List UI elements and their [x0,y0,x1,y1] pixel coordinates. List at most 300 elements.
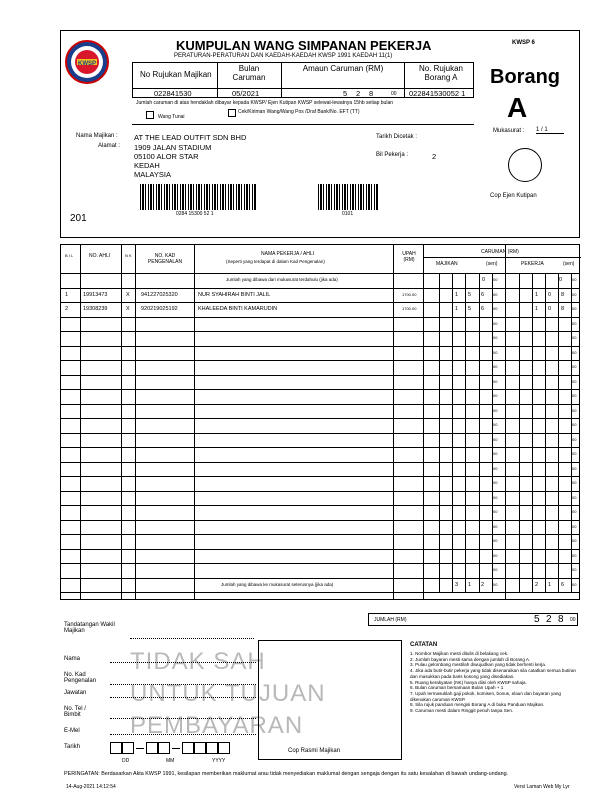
row-pekerja-sen: 00 [572,451,577,456]
form-code: KWSP 6 [512,40,535,46]
digit-divider [545,520,546,535]
row-pekerja-sen: 00 [572,494,577,500]
total-majikan-sen: 00 [493,581,498,587]
contribution-table [60,244,580,600]
row-majikan-sen: 00 [493,378,498,384]
table-row-line [61,433,579,434]
row-nama: NUR SYAHIRAH BINTI JALIL [198,291,271,298]
digit-divider [479,375,480,390]
digit-divider [439,549,440,564]
digit-divider [545,549,546,564]
payment-notice: Jumlah caruman di atas hendaklah dibayar kepada KWSP/ Ejen Kutipan KWSP selewat-lewatnya 15hb setiap bulan [136,100,394,106]
digit-divider [532,476,533,491]
digit-divider [439,346,440,361]
note-item: 3. Pulau gelombang mestilah diwujudkan yang tidak berhenti kerja. [410,662,547,668]
row-pekerja-digit: 1 [535,291,539,298]
row-majikan-sen: 00 [493,552,498,558]
note-item: 4. Jika ada butir-butir pekerja yang tidak disenaraikan sila catatkan semua butiran dan masukkan pada baris kosong yang disediakan. [410,668,576,679]
digit-divider [465,447,466,462]
table-row-line [61,462,579,463]
official-stamp-label: Cop Rasmi Majikan [288,748,341,754]
digit-divider [545,273,546,288]
kwsp-logo [65,40,109,84]
digit-divider [452,447,453,462]
date-separator [136,748,144,749]
ref-no-majikan-header: No Rujukan Majikan [140,70,212,79]
digit-divider [479,578,480,593]
digit-divider [452,505,453,520]
digit-divider [439,433,440,448]
digit-divider [558,491,559,506]
date-digit-box[interactable] [194,742,206,754]
table-row-line [61,578,579,579]
digit-divider [532,360,533,375]
digit-divider [545,288,546,303]
digit-divider [532,447,533,462]
barcode [140,184,256,210]
col-caruman: CARUMAN (RM) [481,249,519,255]
digit-divider [479,549,480,564]
digit-divider [545,447,546,462]
digit-divider [558,534,559,549]
row-pekerja-sen: 00 [572,335,577,340]
note-item: 2. Jumlah bayaran mesti sama dengan jumlah di Borang A. [410,656,531,662]
row-pekerja-sen: 00 [572,378,577,384]
total-pekerja-sen: 00 [572,581,577,587]
digit-divider [439,331,440,346]
note-item: 1. Nombor Majikan mesti ditulis di belakang cek. [410,651,509,656]
table-row-line [61,447,579,448]
digit-divider [465,346,466,361]
row-majikan-sen: 00 [493,436,498,442]
ref-no-borang-header: No. Rujukan Borang A [418,64,464,82]
date-digit-box[interactable] [182,742,194,754]
digit-divider [532,317,533,332]
digit-divider [452,534,453,549]
col-bil: B I L [65,253,74,258]
digit-divider [439,302,440,317]
row-majikan-sen: 00 [493,320,498,326]
total-pekerja-digit: 6 [561,581,565,588]
digit-divider [519,404,520,419]
digit-divider [545,331,546,346]
watermark-line: UNTUK TUJUAN [130,680,326,707]
digit-divider [439,520,440,535]
col-upah: UPAH (RM) [402,251,416,263]
date-mm-label: MM [166,758,175,764]
digit-divider [519,273,520,288]
digit-divider [465,563,466,578]
digit-divider [439,360,440,375]
table-row-line [61,592,579,593]
digit-divider [465,360,466,375]
digit-divider [479,288,480,303]
digit-divider [452,331,453,346]
digit-divider [439,375,440,390]
digit-divider [558,346,559,361]
ref-bulan-header: Bulan Caruman [232,64,266,82]
digit-divider [519,375,520,390]
ref-amaun-sen: 00 [391,91,397,97]
cheque-label: Cek/Kiriman Wang/Wang Pos /Draf Bank/No. EFT (TT) [238,109,360,115]
ref-amaun-digit: 2 [356,89,361,98]
digit-divider [532,418,533,433]
employer-address-label: Alamat : [98,143,121,149]
digit-divider [519,331,520,346]
digit-divider [545,578,546,593]
digit-divider [452,433,453,448]
table-row-line [61,331,579,332]
digit-divider [479,346,480,361]
digit-divider [532,331,533,346]
row-pekerja-sen: 00 [572,523,577,529]
digit-divider [558,302,559,317]
digit-divider [452,360,453,375]
digit-divider [452,563,453,578]
col-no-kad: NO. KAD PENGENALAN [147,253,183,265]
carried-pekerja-sen: 00 [572,277,577,282]
digit-divider [479,360,480,375]
digit-divider [532,288,533,303]
digit-divider [465,476,466,491]
digit-divider [452,549,453,564]
digit-divider [439,491,440,506]
digit-divider [545,404,546,419]
total-majikan-digit: 1 [468,581,472,588]
row-nama: KHALEEDA BINTI KAMARUDIN [198,306,278,312]
row-ic: 920219025192 [141,306,178,312]
digit-divider [519,317,520,332]
digit-divider [519,288,520,303]
barcode [318,184,378,210]
date-dd-label: DD [122,758,130,764]
digit-divider [545,389,546,404]
signature-label: Tandatangan Wakil Majikan [64,622,115,634]
digit-divider [479,389,480,404]
digit-divider [452,273,453,288]
cash-checkbox[interactable] [146,111,154,119]
digit-divider [465,433,466,448]
col-pekerja: PEKERJA [521,261,544,267]
notes-list [410,651,580,714]
digit-divider [532,549,533,564]
row-upah: 1700.00 [402,306,417,311]
watermark-line: PEMBAYARAN [130,712,304,739]
digit-divider [532,462,533,477]
ref-amaun-digit: 5 [343,89,348,98]
row-majikan-sen: 00 [493,451,498,456]
date-digit-box[interactable] [158,742,170,754]
page-value: 1 / 1 [536,127,564,134]
table-row-line [61,520,579,521]
row-majikan-sen: 00 [493,393,498,398]
watermark-line: TIDAK SAH [130,648,266,675]
digit-divider [465,317,466,332]
digit-divider [465,462,466,477]
row-majikan-sen: 00 [493,364,498,369]
table-row-line [61,418,579,419]
total-majikan-digit: 2 [481,581,485,588]
row-pekerja-digit: 1 [535,306,539,312]
page-label: Mukasurat : [493,128,525,134]
digit-divider [479,534,480,549]
digit-divider [439,317,440,332]
col-nk: N K [125,253,132,258]
row-pekerja-sen: 00 [572,436,577,442]
digit-divider [545,302,546,317]
digit-divider [558,462,559,477]
col-majikan: MAJIKAN [436,261,458,267]
field-label: Nama [64,656,81,662]
digit-divider [465,491,466,506]
row-majikan-sen: 00 [493,349,498,355]
row-majikan-digit: 5 [468,291,472,298]
ref-amaun-header: Amaun Caruman (RM) [302,64,384,73]
row-majikan-sen: 00 [493,480,498,485]
cheque-checkbox[interactable] [228,109,236,117]
digit-divider [545,375,546,390]
total-majikan-digit: 3 [455,581,459,588]
row-nk: X [126,306,130,312]
digit-divider [519,462,520,477]
digit-divider [465,375,466,390]
digit-divider [532,389,533,404]
digit-divider [545,505,546,520]
digit-divider [519,389,520,404]
row-pekerja-digit: 8 [561,291,565,298]
row-majikan-digit: 5 [468,306,472,312]
digit-divider [479,433,480,448]
digit-divider [519,505,520,520]
table-row-line [61,476,579,477]
digit-divider [558,404,559,419]
row-no-ahli: 19913473 [83,291,108,298]
digit-divider [439,418,440,433]
date-digit-box[interactable] [122,742,134,754]
digit-divider [532,302,533,317]
row-pekerja-sen: 00 [572,364,577,369]
digit-divider [439,288,440,303]
digit-divider [519,346,520,361]
digit-divider [532,346,533,361]
printed-timestamp: 14-Aug-2021 14:12:54 [66,784,116,790]
row-majikan-digit: 1 [455,291,459,298]
row-pekerja-digit: 8 [561,306,565,312]
digit-divider [452,346,453,361]
digit-divider [558,375,559,390]
digit-divider [545,534,546,549]
table-row-line [61,302,579,303]
digit-divider [532,505,533,520]
digit-divider [479,462,480,477]
digit-divider [452,476,453,491]
row-majikan-sen: 00 [493,335,498,340]
digit-divider [479,563,480,578]
employer-address-line: KEDAH [134,161,160,170]
digit-divider [545,433,546,448]
row-bil: 2 [65,306,69,312]
note-item: 5. Ruang kerakyatan (NK) hanya diisi oleh KWSP sahaja. [410,679,527,685]
barcode-text: 0284 15300 52 1 [176,211,214,217]
form-code-201: 201 [70,213,87,224]
digit-divider [532,404,533,419]
field-label: E-Mel [64,728,80,734]
print-date-label: Tarikh Dicetak : [376,134,418,140]
row-upah: 1700.00 [402,291,417,297]
digit-divider [519,578,520,593]
ref-bulan-value: 05/2021 [232,89,260,98]
digit-divider [519,520,520,535]
date-digit-box[interactable] [146,742,158,754]
col-pekerja-sen: (sen) [563,261,575,267]
digit-divider [452,404,453,419]
cash-label: Wang Tunai [158,114,185,120]
row-majikan-sen: 00 [493,494,498,500]
col-majikan-sen: (sen) [486,261,498,267]
field-label: Jawatan [64,690,87,696]
digit-divider [558,433,559,448]
digit-divider [452,418,453,433]
table-row-line [61,360,579,361]
table-row-line [61,317,579,318]
digit-divider [519,476,520,491]
row-pekerja-sen: 00 [572,393,577,398]
field-label: No. Kad Pengenalan [64,672,97,684]
digit-divider [452,462,453,477]
digit-divider [558,578,559,593]
digit-divider [545,317,546,332]
date-digit-box[interactable] [206,742,218,754]
digit-divider [558,288,559,303]
employer-address-line: MALAYSIA [134,170,171,179]
digit-divider [439,404,440,419]
digit-divider [532,534,533,549]
digit-divider [452,389,453,404]
digit-divider [439,462,440,477]
agent-stamp-label: Cop Ejen Kutipan [490,193,537,199]
digit-divider [532,578,533,593]
total-sen: 00 [570,617,576,623]
worker-count: 2 [432,152,437,161]
svg-text:KWSP: KWSP [78,61,96,67]
row-majikan-sen: 00 [493,538,498,543]
row-majikan-sen: 00 [493,509,498,514]
digit-divider [465,505,466,520]
row-pekerja-sen: 00 [572,407,577,413]
digit-divider [545,418,546,433]
notes-title: CATATAN [410,642,438,648]
ref-no-borang-value: 022841530052 1 [409,89,466,98]
digit-divider [439,447,440,462]
digit-divider [465,288,466,303]
digit-divider [545,491,546,506]
form-letter: A [507,92,528,123]
note-item: 8. Sila rujuk panduan mengisi Borang A di buku Panduan Majikan. [410,702,545,708]
digit-divider [479,404,480,419]
digit-divider [479,273,480,288]
digit-divider [439,563,440,578]
row-majikan-sen: 00 [493,306,498,311]
row-majikan-digit: 6 [481,291,485,298]
total-pekerja-digit: 2 [535,581,539,588]
digit-divider [545,563,546,578]
total-digit: 5 [534,614,540,625]
col-no-ahli: NO. AHLI [89,253,111,259]
total-digit: 2 [546,614,552,625]
digit-divider [519,563,520,578]
digit-divider [439,578,440,593]
employer-address-line: 1909 JALAN STADIUM [134,143,212,152]
digit-divider [545,476,546,491]
date-field[interactable] [110,742,260,754]
digit-divider [558,317,559,332]
digit-divider [532,273,533,288]
date-digit-box[interactable] [110,742,122,754]
digit-divider [439,476,440,491]
carried-pekerja: 0 [559,277,563,283]
row-majikan-sen: 00 [493,465,498,471]
carried-forward-label: Jumlah yang dibawa dari mukasurat terdahulu (jika ada) [226,277,338,282]
digit-divider [558,360,559,375]
digit-divider [519,491,520,506]
row-pekerja-sen: 00 [572,349,577,355]
digit-divider [452,375,453,390]
digit-divider [465,520,466,535]
col-nama: NAMA PEKERJA / AHLI [261,251,315,257]
row-ic: 941227025320 [141,291,178,298]
page-subtitle: PERATURAN-PERATURAN DAN KAEDAH-KAEDAH KWSP 1991 KAEDAH 11(1) [174,53,393,59]
digit-divider [558,505,559,520]
row-majikan-sen: 00 [493,291,498,297]
row-bil: 1 [65,291,69,298]
row-majikan-digit: 1 [455,306,459,312]
carried-majikan: 0 [482,277,486,283]
digit-divider [465,534,466,549]
source-label: Versi Laman Web My Lyr [514,784,570,790]
employer-name-label: Nama Majikan : [76,133,118,139]
digit-divider [479,491,480,506]
digit-divider [519,534,520,549]
digit-divider [479,317,480,332]
row-pekerja-sen: 00 [572,480,577,485]
note-item: 6. Bulan caruman bersamaan Bulan Upah + 1 [410,685,504,691]
digit-divider [532,433,533,448]
note-item: 9. Caruman mesti dalam Ringgit penuh tanpa Sen. [410,708,514,714]
ref-amaun-digit: 8 [369,89,374,98]
digit-divider [439,505,440,520]
worker-count-label: Bil Pekerja : [376,152,409,158]
digit-divider [519,360,520,375]
date-yyyy-label: YYYY [212,758,226,764]
row-pekerja-sen: 00 [572,509,577,514]
digit-divider [439,273,440,288]
digit-divider [452,288,453,303]
row-pekerja-sen: 00 [572,538,577,543]
digit-divider [479,505,480,520]
table-row-line [61,505,579,506]
digit-divider [439,534,440,549]
date-digit-box[interactable] [218,742,230,754]
digit-divider [558,476,559,491]
table-row-line [61,491,579,492]
digit-divider [452,302,453,317]
row-majikan-sen: 00 [493,567,498,572]
table-row-line [61,346,579,347]
digit-divider [532,563,533,578]
row-majikan-sen: 00 [493,422,498,427]
digit-divider [479,447,480,462]
digit-divider [558,418,559,433]
